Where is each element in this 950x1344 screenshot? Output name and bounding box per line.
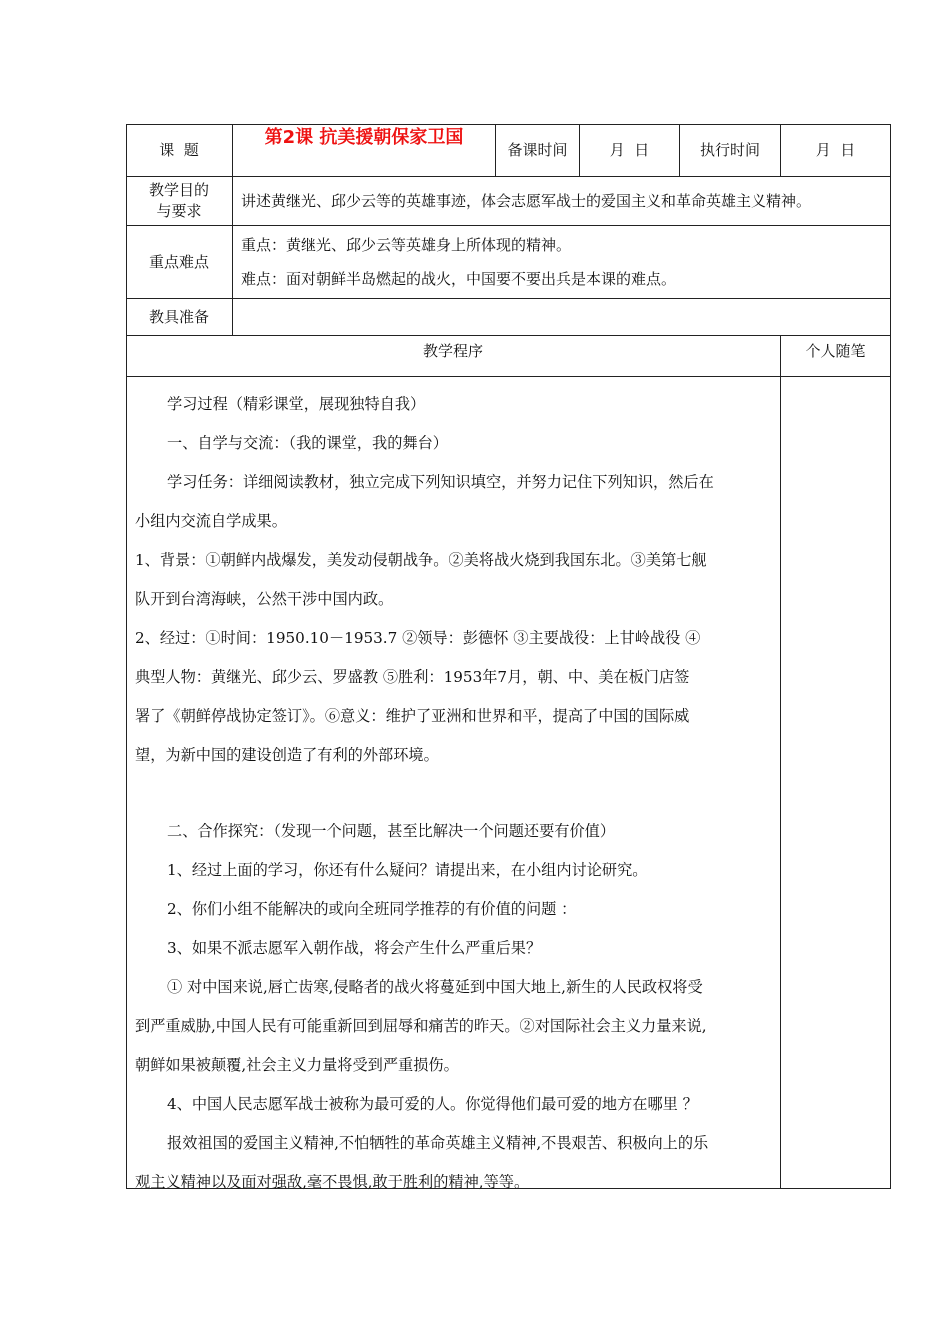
procedure-line: 4、中国人民志愿军战士被称为最可爱的人。你觉得他们最可爱的地方在哪里 ？ bbox=[167, 1095, 698, 1113]
prep-time-value-cell bbox=[580, 124, 680, 177]
procedure-line: 1、背景：①朝鲜内战爆发，美发动侵朝战争。②美将战火烧到我国东北。③美第七舰 bbox=[135, 551, 707, 569]
goals-text: 讲述黄继光、邱少云等的英雄事迹，体会志愿军战士的爱国主义和革命英雄主义精神。 bbox=[241, 192, 812, 210]
prep-time-label-cell bbox=[496, 124, 580, 177]
lesson-plan-table bbox=[126, 124, 891, 1189]
procedure-line: ① 对中国来说,唇亡齿寒,侵略者的战火将蔓延到中国大地上,新生的人民政权将受 bbox=[167, 978, 703, 996]
procedure-line: 学习任务：详细阅读教材，独立完成下列知识填空，并努力记住下列知识，然后在 bbox=[167, 473, 714, 491]
procedure-line: 到严重威胁,中国人民有可能重新回到屈辱和痛苦的昨天。②对国际社会主义力量来说, bbox=[135, 1017, 707, 1035]
goals-label-line2: 与要求 bbox=[156, 202, 202, 220]
procedure-line: 1、经过上面的学习，你还有什么疑问？请提出来，在小组内讨论研究。 bbox=[167, 861, 648, 879]
key-point-text: 重点：黄继光、邱少云等英雄身上所体现的精神。 bbox=[241, 236, 572, 254]
difficult-point-text: 难点：面对朝鲜半岛燃起的战火，中国要不要出兵是本课的难点。 bbox=[241, 270, 677, 288]
subject-label: 课 题 bbox=[159, 141, 199, 159]
goals-label-line1: 教学目的 bbox=[148, 181, 209, 199]
lesson-title: 第2课 抗美援朝保家卫国 bbox=[264, 127, 464, 148]
procedure-label: 教学程序 bbox=[422, 342, 483, 360]
procedure-line: 观主义精神以及面对强敌,毫不畏惧,敢于胜利的精神,等等。 bbox=[135, 1173, 530, 1191]
subject-label-cell bbox=[126, 124, 233, 177]
tools-label: 教具准备 bbox=[148, 308, 209, 326]
notes-label-cell bbox=[781, 336, 891, 377]
paragraph-gap bbox=[135, 775, 770, 812]
procedure-line: 2、经过：①时间：1950.10－1953.7 ②领导：彭德怀 ③主要战役：上甘岭战役 ④ bbox=[135, 629, 701, 647]
notes-label: 个人随笔 bbox=[805, 342, 866, 360]
procedure-line: 2、你们小组不能解决的或向全班同学推荐的有价值的问题 ： bbox=[167, 900, 577, 918]
procedure-line: 报效祖国的爱国主义精神,不怕牺牲的革命英雄主义精神,不畏艰苦、积极向上的乐 bbox=[167, 1134, 709, 1152]
procedure-body-cell bbox=[126, 377, 781, 1189]
notes-cell bbox=[781, 377, 891, 1189]
procedure-line: 小组内交流自学成果。 bbox=[135, 512, 287, 530]
exec-time-label-cell bbox=[680, 124, 781, 177]
key-points-text-cell bbox=[233, 226, 891, 299]
prep-time-value: 月 日 bbox=[609, 141, 650, 159]
procedure-label-cell bbox=[126, 336, 781, 377]
tools-label-cell bbox=[126, 299, 233, 336]
procedure-line: 学习过程（精彩课堂，展现独特自我） bbox=[167, 395, 426, 413]
tools-value-cell bbox=[233, 299, 891, 336]
procedure-line: 典型人物：黄继光、邱少云、罗盛教 ⑤胜利：1953年7月，朝、中、美在板门店签 bbox=[135, 668, 690, 686]
lesson-title-cell bbox=[233, 124, 496, 177]
exec-time-value-cell bbox=[781, 124, 891, 177]
procedure-line: 署了《朝鲜停战协定签订》。⑥意义：维护了亚洲和世界和平，提高了中国的国际威 bbox=[135, 707, 690, 725]
exec-time-label: 执行时间 bbox=[699, 141, 760, 159]
procedure-line: 一、自学与交流：（我的课堂，我的舞台） bbox=[167, 434, 448, 452]
exec-time-value: 月 日 bbox=[815, 141, 856, 159]
key-points-label: 重点难点 bbox=[148, 253, 209, 271]
key-points-label-cell bbox=[126, 226, 233, 299]
procedure-line: 朝鲜如果被颠覆,社会主义力量将受到严重损伤。 bbox=[135, 1056, 459, 1074]
procedure-line: 望，为新中国的建设创造了有利的外部环境。 bbox=[135, 746, 439, 764]
goals-label-cell bbox=[126, 177, 233, 226]
procedure-line: 队开到台湾海峡，公然干涉中国内政。 bbox=[135, 590, 394, 608]
goals-text-cell bbox=[233, 177, 891, 226]
procedure-line: 3、如果不派志愿军入朝作战，将会产生什么严重后果？ bbox=[167, 939, 542, 957]
prep-time-label: 备课时间 bbox=[507, 141, 568, 159]
procedure-line: 二、合作探究：（发现一个问题，甚至比解决一个问题还要有价值） bbox=[167, 822, 616, 840]
